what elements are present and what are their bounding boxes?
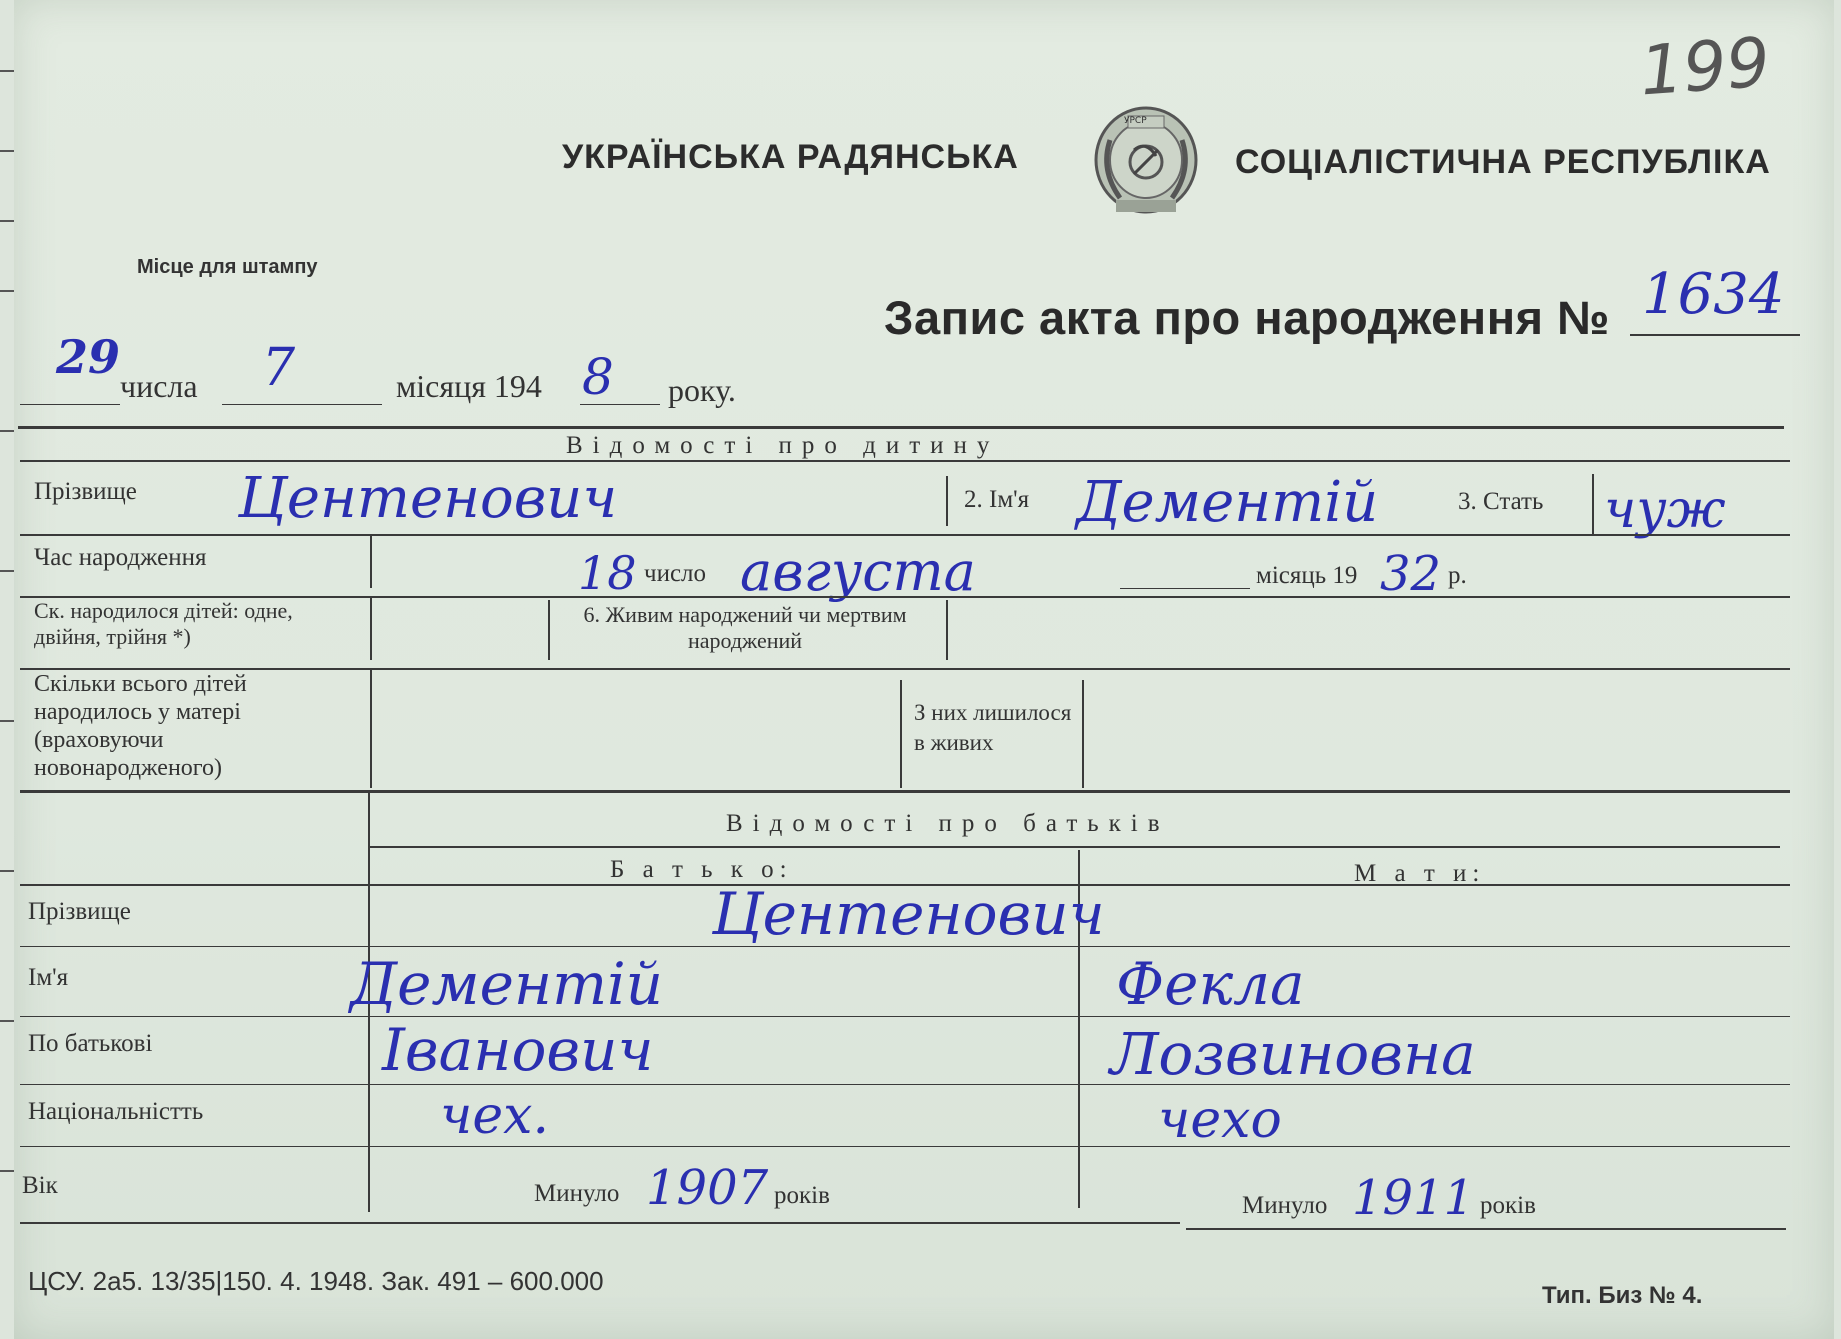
father-name: Дементій xyxy=(350,950,663,1018)
number-underline xyxy=(1630,334,1800,336)
r-label: р. xyxy=(1448,562,1467,589)
stamp-place-label: Місце для штампу xyxy=(137,256,318,278)
father-heading: Б а т ь к о: xyxy=(610,856,793,883)
parent-patronymic-label: По батькові xyxy=(28,1030,153,1057)
row-line xyxy=(370,846,1780,848)
mother-age-year: 1911 xyxy=(1352,1170,1475,1226)
header-right: СОЦІАЛІСТИЧНА РЕСПУБЛІКА xyxy=(1235,143,1771,181)
parent-age-label: Вік xyxy=(22,1172,58,1199)
row-line xyxy=(20,1016,1790,1017)
birth-month: августа xyxy=(740,540,976,603)
father-age-year: 1907 xyxy=(646,1160,769,1216)
emblem-text: УРСР xyxy=(1124,116,1147,126)
birth-year: 32 xyxy=(1380,546,1442,602)
divider xyxy=(370,596,372,660)
binding-tick xyxy=(0,1020,14,1022)
misyatsia-label: місяця 194 xyxy=(396,368,542,404)
child-section-heading: Відомості про дитину xyxy=(566,432,1000,459)
divider xyxy=(946,600,948,660)
binding-tick xyxy=(0,570,14,572)
divider xyxy=(1592,474,1594,534)
archive-page-number: 199 xyxy=(1637,23,1773,112)
row-line xyxy=(20,946,1790,947)
row-line xyxy=(20,1084,1790,1085)
divider xyxy=(548,600,550,660)
record-title: Запис акта про народження № xyxy=(884,291,1610,344)
mother-heading: М а т и: xyxy=(1354,860,1486,887)
mother-age-suffix: років xyxy=(1480,1192,1536,1219)
section-line xyxy=(18,426,1784,429)
mother-patronymic: Лозвиновна xyxy=(1110,1020,1476,1088)
father-nationality: чех. xyxy=(440,1086,549,1146)
father-age-suffix: років xyxy=(774,1182,830,1209)
binding-tick xyxy=(0,430,14,432)
mother-name: Фекла xyxy=(1116,950,1305,1018)
binding-tick xyxy=(0,70,14,72)
divider xyxy=(370,536,372,588)
survived-label: З них лишилося в живих xyxy=(914,700,1072,755)
total-children-label: Скільки всього дітей народилось у матері (враховуючи новонародженого) xyxy=(34,671,247,781)
mother-nationality: чехо xyxy=(1158,1090,1282,1150)
parent-name-label: Ім'я xyxy=(28,964,69,991)
parents-section-heading: Відомості про батьків xyxy=(726,810,1170,837)
chyslo-label: число xyxy=(644,560,707,587)
divider xyxy=(370,668,372,788)
parent-nationality-label: Національністть xyxy=(28,1098,204,1125)
month-underline xyxy=(1120,588,1250,589)
record-number: 1634 xyxy=(1642,262,1785,327)
binding-tick xyxy=(0,870,14,872)
date-month: 7 xyxy=(262,338,296,398)
child-surname-label: Прізвище xyxy=(34,478,137,505)
father-patronymic: Іванович xyxy=(382,1016,654,1084)
mother-age-prefix: Минуло xyxy=(1242,1192,1328,1219)
roku-label: року. xyxy=(668,372,736,408)
month-underline xyxy=(222,404,382,405)
divider xyxy=(1082,680,1084,788)
year-underline xyxy=(580,404,660,405)
father-age-prefix: Минуло xyxy=(534,1180,620,1207)
misyats-label: місяць 19 xyxy=(1256,562,1358,589)
header-left: УКРАЇНСЬКА РАДЯНСЬКА xyxy=(562,138,1019,176)
children-count-label: Ск. народилося дітей: одне, двійня, трійня *) xyxy=(34,598,293,649)
parents-surname-value: Центенович xyxy=(712,880,1105,948)
chysla-label: числа xyxy=(120,368,198,404)
date-day: 29 xyxy=(56,330,121,384)
row-line xyxy=(20,534,1790,536)
row-line xyxy=(1186,1228,1786,1230)
binding-tick xyxy=(0,720,14,722)
child-surname-value: Центенович xyxy=(238,466,618,531)
row-line xyxy=(20,1222,1180,1224)
date-year-digit: 8 xyxy=(582,348,614,406)
footer-print-info: ЦСУ. 2а5. 13/35|150. 4. 1948. Зак. 491 – 600.000 xyxy=(28,1266,604,1296)
divider xyxy=(900,680,902,788)
binding-tick xyxy=(0,150,14,152)
binding-tick xyxy=(0,290,14,292)
birth-time-label: Час народження xyxy=(34,544,207,571)
child-sex-value: чуж xyxy=(1604,480,1726,540)
child-sex-label: 3. Стать xyxy=(1458,488,1544,515)
footer-printer: Тип. Биз № 4. xyxy=(1542,1282,1703,1309)
day-underline xyxy=(20,404,120,405)
binding-tick xyxy=(0,220,14,222)
section-line xyxy=(20,460,1790,462)
birth-day: 18 xyxy=(578,546,637,600)
alive-label: 6. Живим народжений чи мертвим народжений xyxy=(583,602,907,653)
section-line xyxy=(20,790,1790,793)
divider xyxy=(946,476,948,526)
child-name-label: 2. Ім'я xyxy=(964,486,1030,513)
binding-tick xyxy=(0,1170,14,1172)
row-line xyxy=(20,1146,1790,1147)
parent-surname-label: Прізвище xyxy=(28,898,131,925)
child-name-value: Дементій xyxy=(1076,470,1379,535)
